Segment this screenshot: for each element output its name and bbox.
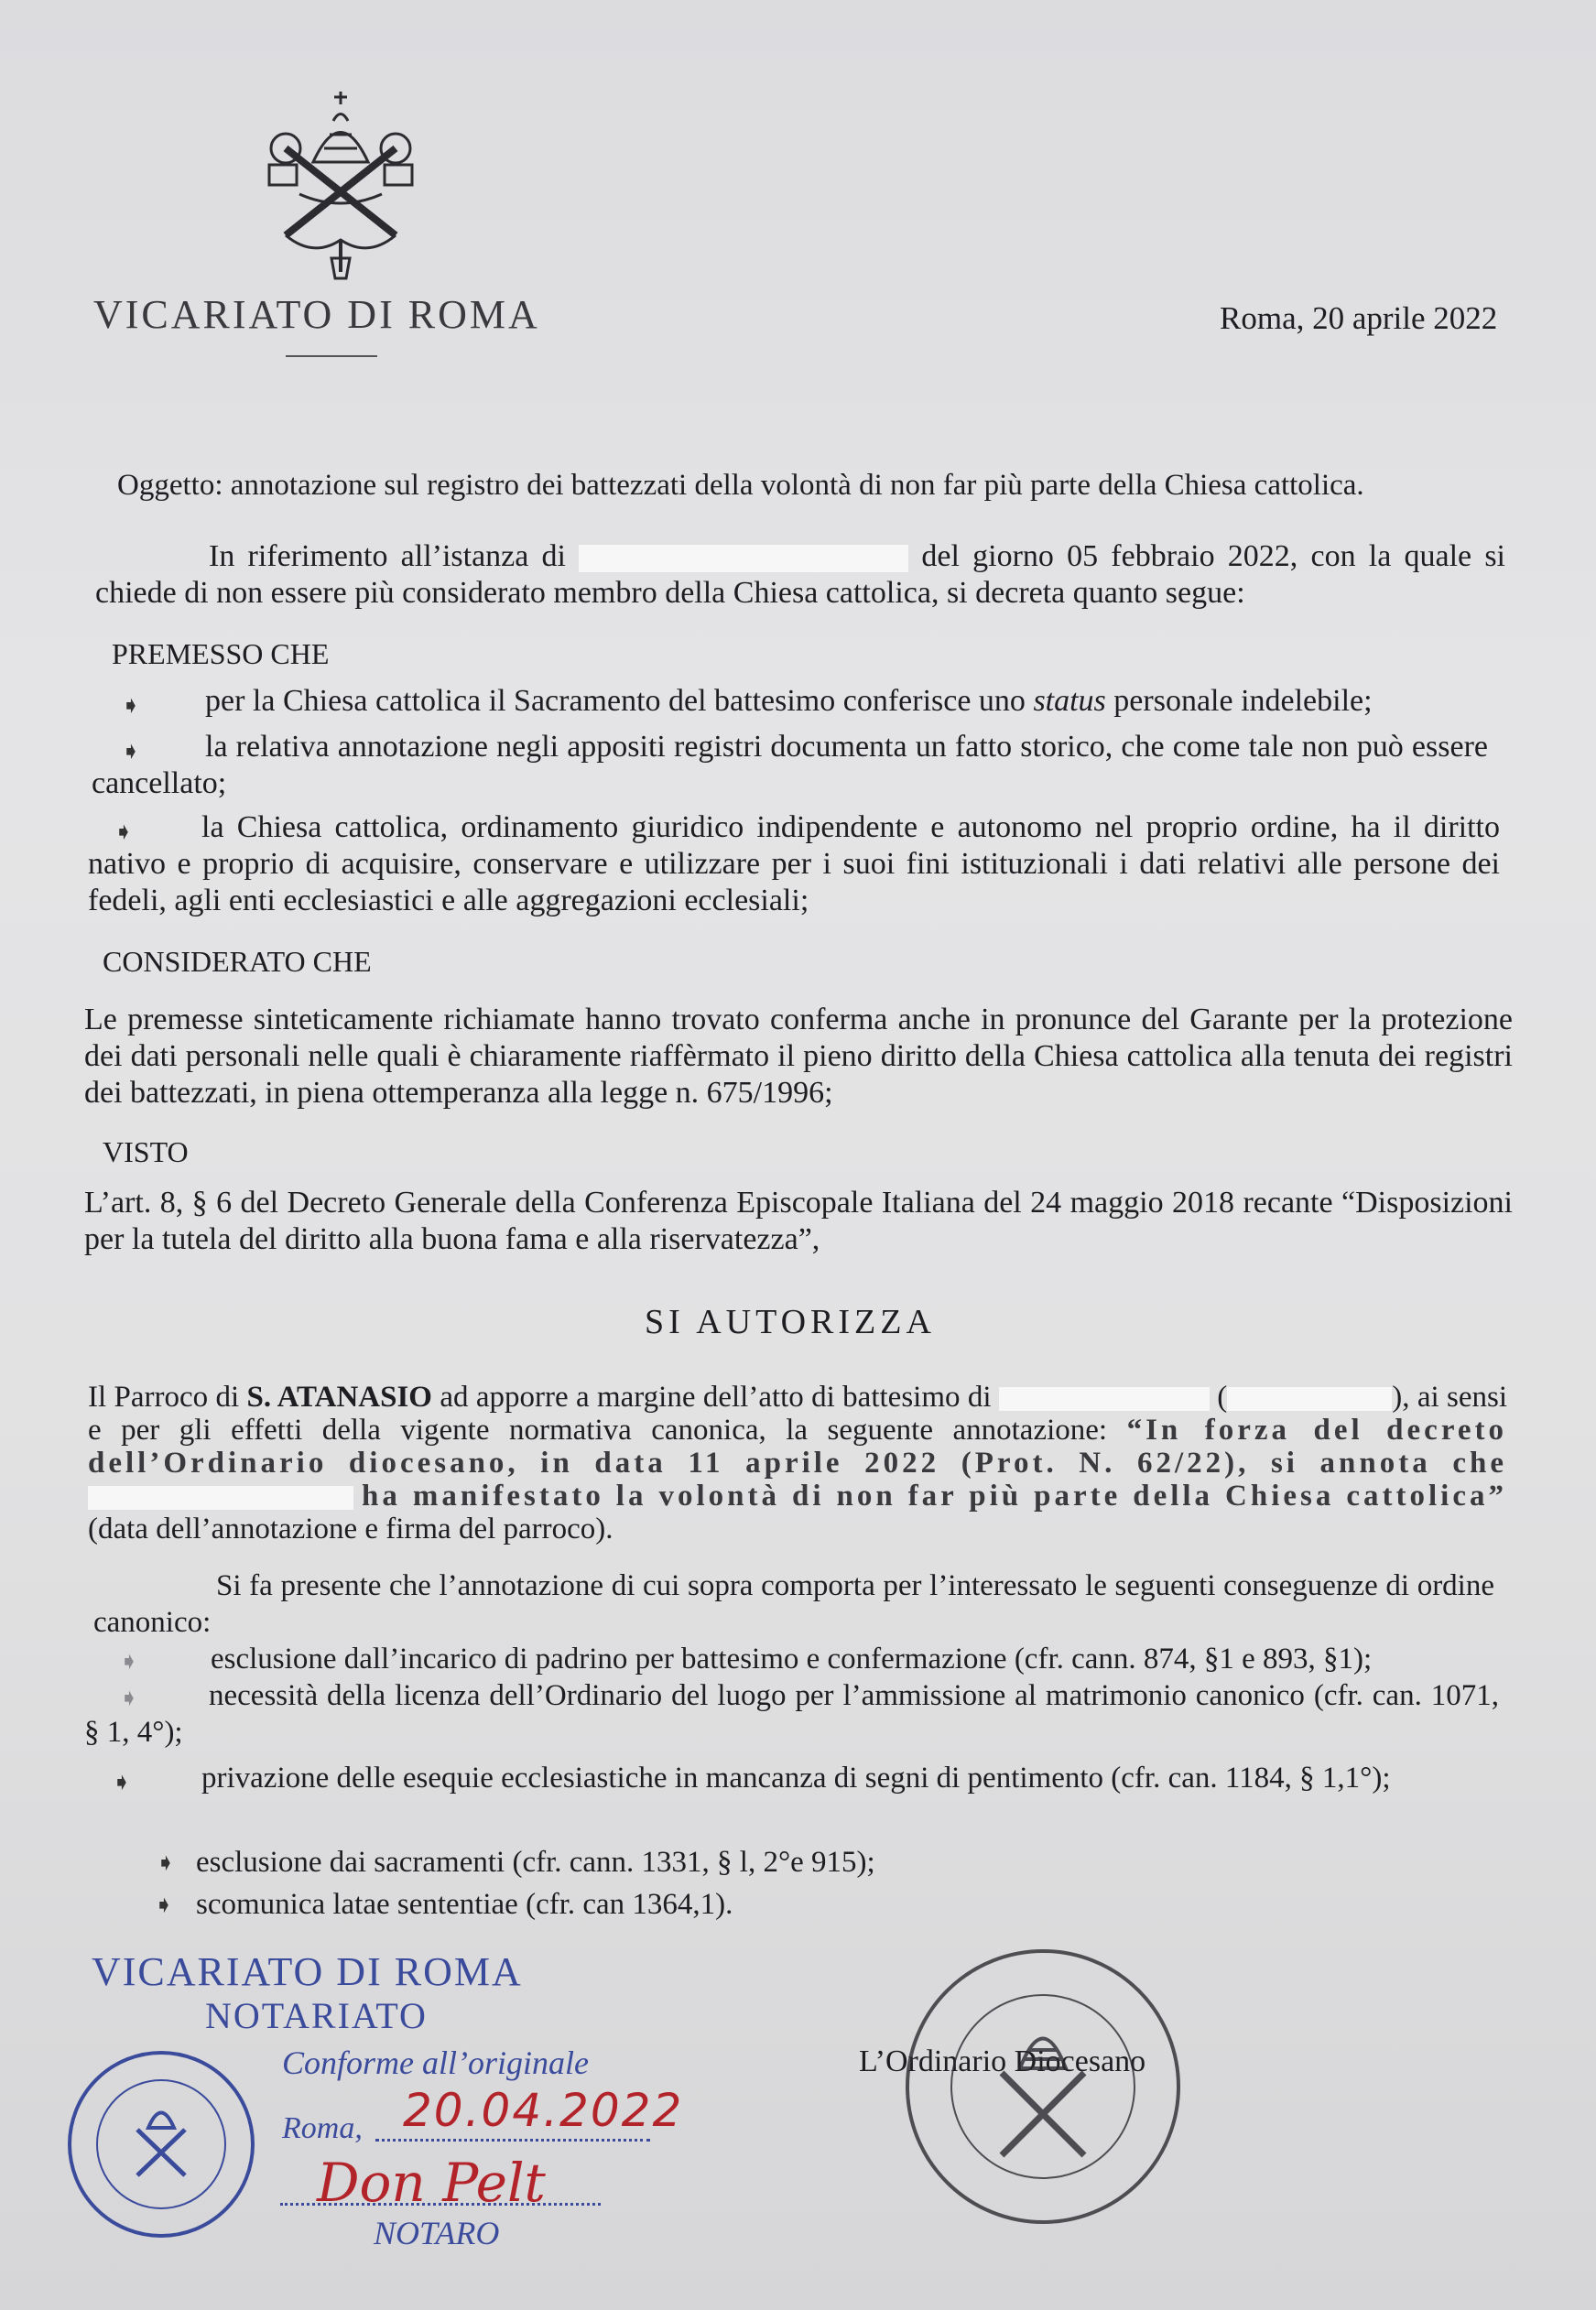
parish-name: S. ATANASIO <box>246 1381 432 1414</box>
redacted-name <box>88 1486 353 1510</box>
authorization-part1: Il Parroco di <box>88 1381 240 1414</box>
bullet-icon: ➧ <box>119 1685 139 1712</box>
consequence-item-4: esclusione dai sacramenti (cfr. cann. 1331, § l, 2°e 915); <box>196 1846 875 1879</box>
ordinary-seal <box>901 1945 1185 2229</box>
signature-dotted-line <box>280 2203 601 2206</box>
coat-of-arms <box>249 84 432 280</box>
bullet-icon: ➧ <box>112 1769 132 1796</box>
org-title: VICARIATO DI ROMA <box>93 292 540 337</box>
consequence-item-5: scomunica latae sententiae (cfr. can 1364,1). <box>196 1888 733 1921</box>
authorization-part2: ad apporre a margine dell’atto di battesimo di <box>440 1381 992 1414</box>
intro-part1: In riferimento all’istanza di <box>209 539 566 573</box>
premesso-heading: PREMESSO CHE <box>112 637 330 670</box>
annotation-quote-1: “In forza del decreto dell’Ordinario diocesano, in data 11 aprile 2022 (Prot. N. 62/22), si annota che <box>88 1414 1508 1480</box>
conforme-label: Conforme all’originale <box>282 2044 589 2081</box>
letter-date: Roma, 20 aprile 2022 <box>1220 300 1498 336</box>
notary-stamp-line1: VICARIATO DI ROMA <box>92 1949 523 1994</box>
redacted-name <box>999 1387 1210 1411</box>
authorization-part4: (data dell’annotazione e firma del parroco). <box>88 1513 613 1545</box>
consequence-item-2: necessità della licenza dell’Ordinario del luogo per l’ammissione al matrimonio canonico (cfr. can. 1071, § 1, 4°); <box>84 1679 1499 1749</box>
roma-dotted-line <box>375 2139 650 2142</box>
notary-role: NOTARO <box>374 2215 500 2251</box>
subject-line: Oggetto: annotazione sul registro dei battezzati della volontà di non far più parte della Chiesa cattolica. <box>117 469 1364 502</box>
notary-signature: Don Pelt <box>317 2152 546 2214</box>
org-title-underline <box>286 355 377 357</box>
consequence-item-3: privazione delle esequie ecclesiastiche in mancanza di segni di pentimento (cfr. can. 1184, § 1,1°); <box>201 1762 1391 1795</box>
notary-stamp-line2: NOTARIATO <box>205 1995 428 2036</box>
redacted-name <box>579 545 908 572</box>
notary-seal <box>64 2047 258 2241</box>
premesso-item-1 <box>205 683 1505 720</box>
intro-part2: del giorno 05 febbraio 2022, con la quale si chiede di non essere più considerato membro della Chiesa cattolica, si decreta quanto segue: <box>95 539 1506 610</box>
premesso-item-1-emphasis: status <box>1033 684 1106 718</box>
bullet-icon: ➧ <box>121 738 141 765</box>
authorization-part3: ai sensi e per gli effetti della vigente normativa canonica, la seguente annotazione: <box>88 1381 1507 1447</box>
visto-heading: VISTO <box>103 1135 189 1168</box>
considerato-heading: CONSIDERATO CHE <box>103 945 372 978</box>
annotation-quote-2: ha manifestato la volontà di non far più parte della Chiesa cattolica” <box>362 1480 1507 1513</box>
premesso-item-3: la Chiesa cattolica, ordinamento giuridico indipendente e autonomo nel proprio ordine, ha il diritto nativo e proprio di acquisire, conservare e utilizzare per i suoi fini istituzionali i dati relativi alle persone dei fedeli, agli enti ecclesiastici e alle aggregazioni ecclesiali; <box>88 810 1500 917</box>
considerato-text: Le premesse sinteticamente richiamate hanno trovato conferma anche in pronunce del Garante per la protezione dei dati personali nelle quali è chiaramente riaffèrmato il pieno diritto della Chiesa cattolica alla tenuta dei registri dei battezzati, in piena ottemperanza alla legge n. 675/1996; <box>84 1003 1513 1110</box>
bullet-icon: ➧ <box>154 1892 174 1919</box>
visto-text: L’art. 8, § 6 del Decreto Generale della Conferenza Episcopale Italiana del 24 maggio 2018 recante “Disposizioni per la tutela del diritto alla buona fama e alla riservatezza”, <box>84 1186 1513 1256</box>
bullet-icon: ➧ <box>119 1648 139 1676</box>
authorization-heading: SI AUTORIZZA <box>645 1303 936 1341</box>
redacted-date <box>1227 1387 1392 1411</box>
consequence-item-1: esclusione dall’incarico di padrino per battesimo e confermazione (cfr. cann. 874, §1 e 893, §1); <box>211 1643 1373 1676</box>
premesso-item-1-text: per la Chiesa cattolica il Sacramento del battesimo conferisce uno <box>205 684 1026 718</box>
authorization-paragraph: Il Parroco di S. ATANASIO ad apporre a margine dell’atto di battesimo di ( ), ai sensi e per gli effetti della vigente normativa canonica, la seguente annotazione: “In forza del decreto dell’Ordinario diocesano, in data 11 aprile 2022 (Prot. N. 62/22), si annota che ha manifestato la volontà di non far più parte della Chiesa cattolica” (data dell’annotazione e firma del parroco). <box>88 1381 1508 1545</box>
bullet-icon: ➧ <box>156 1849 176 1877</box>
premesso-item-1-end: personale indelebile; <box>1113 684 1373 718</box>
intro-paragraph <box>95 538 1505 612</box>
premesso-item-2: la relativa annotazione negli appositi registri documenta un fatto storico, che come tale non può essere cancellato; <box>92 730 1488 800</box>
ordinary-label: L’Ordinario Diocesano <box>859 2044 1146 2078</box>
consequences-intro: Si fa presente che l’annotazione di cui sopra comporta per l’interessato le seguenti conseguenze di ordine canonico: <box>93 1569 1494 1639</box>
handwritten-date: 20.04.2022 <box>403 2084 684 2137</box>
bullet-icon: ➧ <box>121 692 141 720</box>
bullet-icon: ➧ <box>114 819 134 846</box>
roma-label: Roma, <box>282 2111 363 2145</box>
